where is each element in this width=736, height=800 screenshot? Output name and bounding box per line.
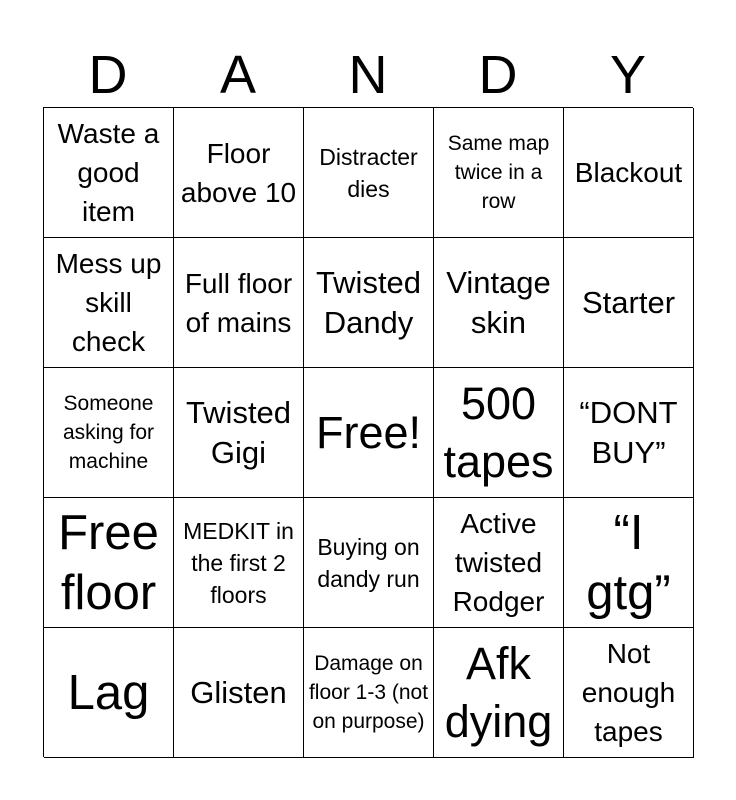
free-space-cell[interactable] xyxy=(304,368,434,498)
bingo-cell[interactable] xyxy=(44,108,174,238)
cell-text: Glisten xyxy=(190,674,287,710)
bingo-cell[interactable] xyxy=(304,498,434,628)
bingo-cell[interactable] xyxy=(434,628,564,758)
cell-text: Active twisted Rodger xyxy=(452,508,545,617)
header-letter-y: Y xyxy=(609,45,647,105)
bingo-cell[interactable] xyxy=(434,238,564,368)
cell-text: Mess up skill check xyxy=(55,248,162,357)
bingo-cell[interactable] xyxy=(434,108,564,238)
bingo-cell[interactable] xyxy=(434,368,564,498)
cell-text: Starter xyxy=(581,284,676,320)
cell-text: Full floor of mains xyxy=(184,267,293,338)
cell-text: Vintage skin xyxy=(446,264,551,340)
bingo-cell[interactable] xyxy=(174,628,304,758)
bingo-cell[interactable] xyxy=(44,498,174,628)
cell-text: Blackout xyxy=(574,157,683,188)
bingo-cell[interactable] xyxy=(174,368,304,498)
cell-text: Waste a good item xyxy=(57,118,160,227)
bingo-grid xyxy=(43,107,693,757)
cell-text: Floor above 10 xyxy=(180,137,297,208)
bingo-cell[interactable] xyxy=(174,108,304,238)
cell-text: Twisted Gigi xyxy=(185,394,292,470)
header-letter-a: A xyxy=(219,45,257,105)
bingo-cell[interactable] xyxy=(564,628,694,758)
bingo-cell[interactable] xyxy=(174,238,304,368)
bingo-cell[interactable] xyxy=(564,498,694,628)
bingo-cell[interactable] xyxy=(304,238,434,368)
cell-text: Not enough tapes xyxy=(581,638,676,747)
bingo-cell[interactable] xyxy=(564,238,694,368)
cell-text: Twisted Dandy xyxy=(315,264,422,340)
bingo-cell[interactable] xyxy=(174,498,304,628)
bingo-cell[interactable] xyxy=(44,368,174,498)
header-letter-d1: D xyxy=(88,45,128,105)
cell-text: Afk dying xyxy=(444,637,553,747)
bingo-cell[interactable] xyxy=(44,628,174,758)
cell-text: Damage on floor 1-3 (not on purpose) xyxy=(308,652,429,733)
cell-text: MEDKIT in the first 2 floors xyxy=(183,517,294,608)
cell-text: Distracter dies xyxy=(319,143,418,202)
cell-text: Free! xyxy=(315,406,422,458)
bingo-cell[interactable] xyxy=(564,368,694,498)
bingo-cell[interactable] xyxy=(564,108,694,238)
bingo-header xyxy=(43,42,693,108)
bingo-cell[interactable] xyxy=(304,108,434,238)
cell-text: Same map twice in a row xyxy=(447,132,550,213)
bingo-cell[interactable] xyxy=(304,628,434,758)
cell-text: Someone asking for machine xyxy=(62,392,155,473)
cell-text: Free floor xyxy=(58,505,159,620)
bingo-cell[interactable] xyxy=(434,498,564,628)
header-letter-n: N xyxy=(348,45,388,105)
cell-text: “DONT BUY” xyxy=(579,394,678,470)
header-letter-d2: D xyxy=(478,45,518,105)
bingo-cell[interactable] xyxy=(44,238,174,368)
cell-text: “I gtg” xyxy=(586,505,671,620)
cell-text: 500 tapes xyxy=(443,377,554,487)
cell-text: Lag xyxy=(67,665,150,720)
cell-text: Buying on dandy run xyxy=(317,533,420,592)
